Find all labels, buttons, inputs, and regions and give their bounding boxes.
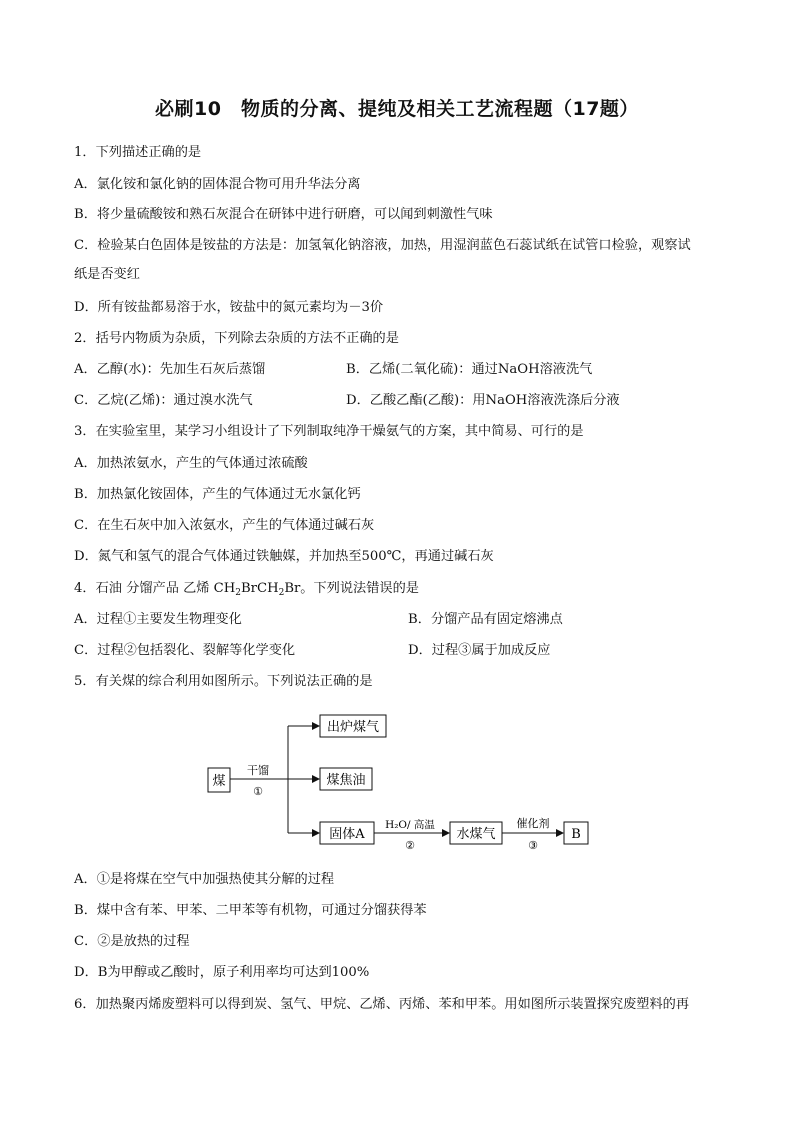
q1-option-c: C．检验某白色固体是铵盐的方法是：加氢氧化钠溶液，加热，用湿润蓝色石蕊试纸在试管口检验，观察试 [74,238,691,253]
product-label: B [571,827,581,842]
q1-option-b: B．将少量硫酸铵和熟石灰混合在研钵中进行研磨，可以闻到刺激性气味 [74,207,493,222]
catalyst-label: 催化剂 [516,817,550,830]
q2-option-b: B．乙烯(二氧化硫)：通过NaOH溶液洗气 [346,362,593,377]
q3-option-a: A．加热浓氨水，产生的气体通过浓硫酸 [74,456,308,471]
q4-option-a: A．过程①主要发生物理变化 [74,612,242,627]
q4-stem-mid: BrCH [240,581,279,596]
q3-option-c: C．在生石灰中加入浓氨水，产生的气体通过碱石灰 [74,518,375,533]
q6-stem: 6．加热聚丙烯废塑料可以得到炭、氢气、甲烷、乙烯、丙烯、苯和甲苯。用如图所示装置探究废塑料的再 [74,997,690,1012]
gas-label: 出炉煤气 [326,720,380,735]
q2-option-d: D．乙酸乙酯(乙酸)：用NaOH溶液洗涤后分液 [346,393,620,408]
q1-stem: 1．下列描述正确的是 [74,145,202,160]
solid-label: 固体A [329,827,365,842]
q4-stem-post: Br。下列说法错误的是 [284,581,419,596]
step1-label: ① [253,785,263,798]
q4-sub-1: 2 [235,588,241,598]
tar-label: 煤焦油 [326,773,366,788]
page-title: 必刷10 物质的分离、提纯及相关工艺流程题（17题） [155,98,639,120]
q5-option-a: A．①是将煤在空气中加强热使其分解的过程 [74,872,335,887]
q4-option-d: D．过程③属于加成反应 [408,643,551,658]
q2-option-c: C．乙烷(乙烯)：通过溴水洗气 [74,393,253,408]
q4-stem-pre: 4．石油 分馏产品 乙烯 CH [74,581,236,596]
cond2-label: H₂O/ 高温 [385,819,435,831]
q5-option-d: D．B为甲醇或乙酸时，原子利用率均可达到100% [74,965,370,980]
q3-option-d: D．氮气和氢气的混合气体通过铁触媒，并加热至500℃，再通过碱石灰 [74,549,494,564]
coal-label: 煤 [212,774,226,789]
step3-label: ③ [528,839,538,852]
q3-stem: 3．在实验室里，某学习小组设计了下列制取纯净干燥氨气的方案，其中简易、可行的是 [74,424,584,439]
q4-sub-2: 2 [278,588,285,598]
q1-option-d: D．所有铵盐都易溶于水，铵盐中的氮元素均为－3价 [74,300,384,315]
dry-distill-label: 干馏 [247,764,269,777]
q4-stem [74,580,419,598]
q5-option-b: B．煤中含有苯、甲苯、二甲苯等有机物，可通过分馏获得苯 [74,903,427,918]
step2-label: ② [405,839,415,852]
q5-option-c: C．②是放热的过程 [74,934,190,949]
q5-stem: 5．有关煤的综合利用如图所示。下列说法正确的是 [74,674,373,689]
q4-option-b: B．分馏产品有固定熔沸点 [408,612,563,627]
q1-option-a: A．氯化铵和氯化钠的固体混合物可用升华法分离 [74,177,361,192]
flow-diagram-svg [200,706,600,856]
q2-option-a: A．乙醇(水)：先加生石灰后蒸馏 [74,362,266,377]
coal-process-diagram [200,706,600,856]
water-gas-label: 水煤气 [456,827,496,842]
q2-stem: 2．括号内物质为杂质，下列除去杂质的方法不正确的是 [74,331,399,346]
q4-option-c: C．过程②包括裂化、裂解等化学变化 [74,643,296,658]
q3-option-b: B．加热氯化铵固体，产生的气体通过无水氯化钙 [74,487,361,502]
q1-option-c-cont: 纸是否变红 [74,267,140,282]
